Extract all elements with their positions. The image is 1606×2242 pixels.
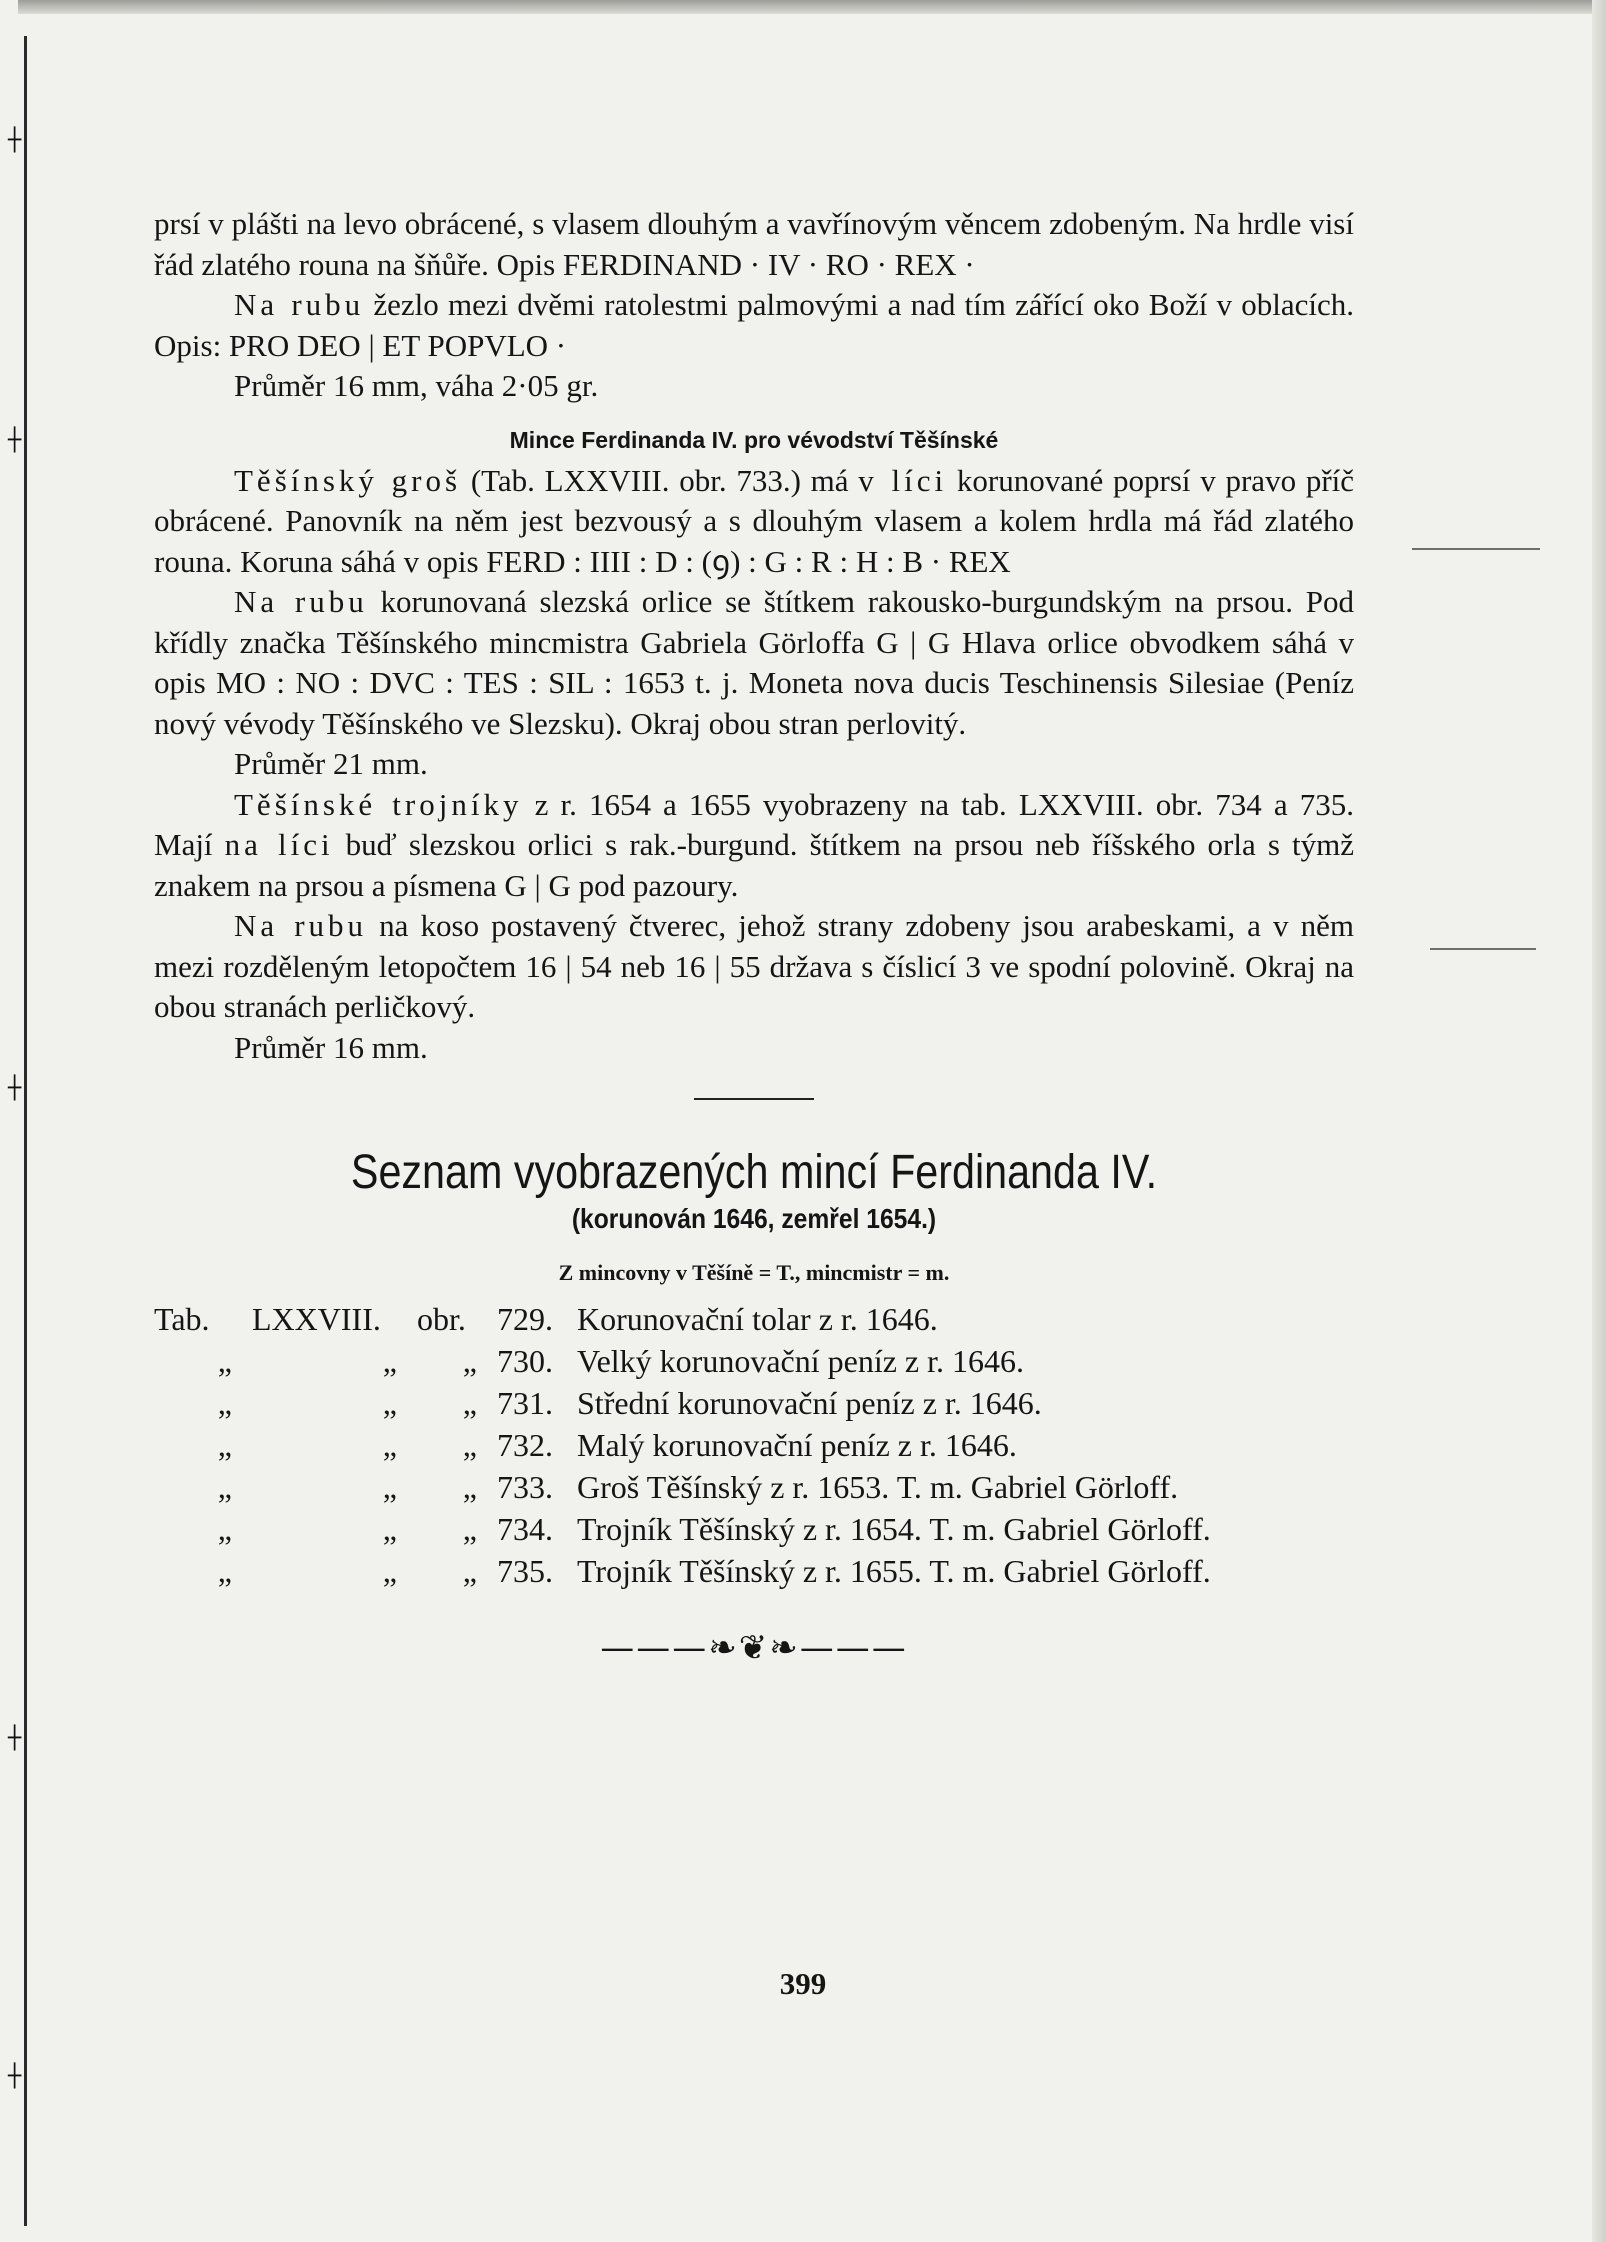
coin-description: Velký korunovační peníz z r. 1646. [577,1343,1024,1379]
page-right-edge [1592,0,1606,2242]
paragraph-text: buď slezskou orlici s rak.-burgund. štítkem na prsou neb říšského orla s týmž znakem na prsou a písmena G | G pod pazoury. [154,827,1354,903]
plate-number: „ [382,1343,397,1379]
plate-number: LXXVIII. [252,1301,381,1337]
margin-rule [1430,948,1536,950]
list-item [154,1550,1354,1592]
paragraph [154,461,1354,583]
figure-label: „ [462,1427,477,1463]
coin-description: Groš Těšínský z r. 1653. T. m. Gabriel Görloff. [577,1469,1179,1505]
figure-label: „ [462,1511,477,1547]
coin-description: Střední korunovační peníz z r. 1646. [577,1385,1042,1421]
list-item [154,1382,1354,1424]
margin-rule [1412,548,1540,550]
paragraph-text: na koso postavený čtverec, jehož strany zdobeny jsou arabeskami, a v něm mezi rozděleným letopočtem 16 | 54 neb 16 | 55 država s číslicí 3 ve spodní polovině. Okraj na obou stranách perličkový. [154,908,1354,1024]
list-item [154,1340,1354,1382]
coin-list [154,1298,1354,1592]
lead-term: Na rubu [234,584,368,619]
plate-number: „ [382,1553,397,1589]
gutter-mark: ┼ [8,128,22,153]
paragraph: prsí v plášti na levo obrácené, s vlasem dlouhým a vavřínovým věncem zdobeným. Na hrdle visí řád zlatého rouna na šňůře. Opis FERDINAND · IV · RO · REX · [154,206,1354,282]
figure-number: 734. [497,1511,553,1547]
figure-label: „ [462,1469,477,1505]
measurement: Průměr 16 mm. [234,1029,428,1065]
lead-term: Na rubu [234,287,365,322]
figure-number: 735. [497,1553,553,1589]
binding-gutter [24,36,27,2226]
list-title: Seznam vyobrazených mincí Ferdinanda IV. [350,1146,1158,1199]
list-item [154,1298,1354,1340]
paragraph-text: korunované poprsí v pravo příč obrácené. Panovník na něm jest bezvousý a s dlouhým vlasem a kolem hrdla má řád zlatého rouna. Koruna sáhá v opis FERD : IIII : D : (ꝯ) : G : R : H : B · REX [154,462,1355,579]
list-subtitle: (korunován 1646, zemřel 1654.) [571,1203,937,1234]
plate-label: „ [217,1469,232,1505]
lead-term: Na rubu [234,908,368,943]
lead-term: Těšínské trojníky [234,786,523,822]
plate-label: „ [217,1343,232,1379]
mint-note: Z mincovny v Těšíně = T., mincmistr = m. [558,1260,950,1285]
separator-rule [694,1098,814,1100]
page-number: 399 [779,1966,827,2001]
coin-description: Korunovační tolar z r. 1646. [577,1301,938,1337]
paragraph [154,906,1354,1028]
coin-description: Trojník Těšínský z r. 1655. T. m. Gabriel Görloff. [577,1553,1211,1589]
paragraph-text: z r. 1654 a 1655 vyobrazeny na tab. LXXVIII. obr. 734 a 735. Mají [154,786,1355,862]
figure-number: 729. [497,1301,553,1337]
figure-label: „ [462,1553,477,1589]
figure-number: 730. [497,1343,553,1379]
plate-label: „ [217,1553,232,1589]
gutter-mark: ┼ [8,1076,22,1101]
list-item [154,1424,1354,1466]
figure-label: „ [462,1385,477,1421]
list-item [154,1466,1354,1508]
figure-number: 733. [497,1469,553,1505]
gutter-mark: ┼ [8,428,22,453]
paragraph [154,582,1354,744]
gutter-mark: ┼ [8,2064,22,2089]
coin-description: Trojník Těšínský z r. 1654. T. m. Gabriel Görloff. [577,1511,1211,1547]
plate-label: „ [217,1427,232,1463]
section-heading: Mince Ferdinanda IV. pro vévodství Těšínské [509,426,999,453]
lead-term: v líci [858,462,948,498]
lead-term: Těšínský groš [234,462,462,498]
measurement: Průměr 16 mm, váha 2·05 gr. [234,368,599,403]
measurement: Průměr 21 mm. [234,746,428,781]
paragraph-text: (Tab. LXXVIII. obr. 733.) má [461,462,859,498]
figure-number: 732. [497,1427,553,1463]
paragraph-text: žezlo mezi dvěmi ratolestmi palmovými a nad tím zářící oko Boží v oblacích. Opis: PRO DEO | ET POPVLO · [154,287,1354,363]
page-top-edge [18,0,1606,14]
list-item [154,1508,1354,1550]
plate-label: „ [217,1511,232,1547]
plate-number: „ [382,1511,397,1547]
plate-number: „ [382,1385,397,1421]
figure-number: 731. [497,1385,553,1421]
plate-label: Tab. [154,1301,210,1337]
paragraph [154,785,1354,907]
ornament-divider: ———❧❦❧——— [600,1628,908,1668]
coin-description: Malý korunovační peníz z r. 1646. [577,1427,1017,1463]
figure-label: „ [462,1343,477,1379]
plate-number: „ [382,1469,397,1505]
gutter-mark: ┼ [8,1726,22,1751]
paragraph-text: korunovaná slezská orlice se štítkem rakousko-burgundským na prsou. Pod křídly značka Těšínského mincmistra Gabriela Görloffa G | G Hlava orlice obvodkem sáhá v opis MO : NO : DVC : TES : SIL : 1653 t. j. Moneta nova ducis Teschinensis Silesiae (Peníz nový vévody Těšínského ve Slezsku). Okraj obou stran perlovitý. [154,584,1354,741]
plate-number: „ [382,1427,397,1463]
paragraph [154,285,1354,366]
plate-label: „ [217,1385,232,1421]
page-body [154,204,1354,1669]
figure-label: obr. [417,1301,466,1337]
lead-term: na líci [224,827,334,862]
